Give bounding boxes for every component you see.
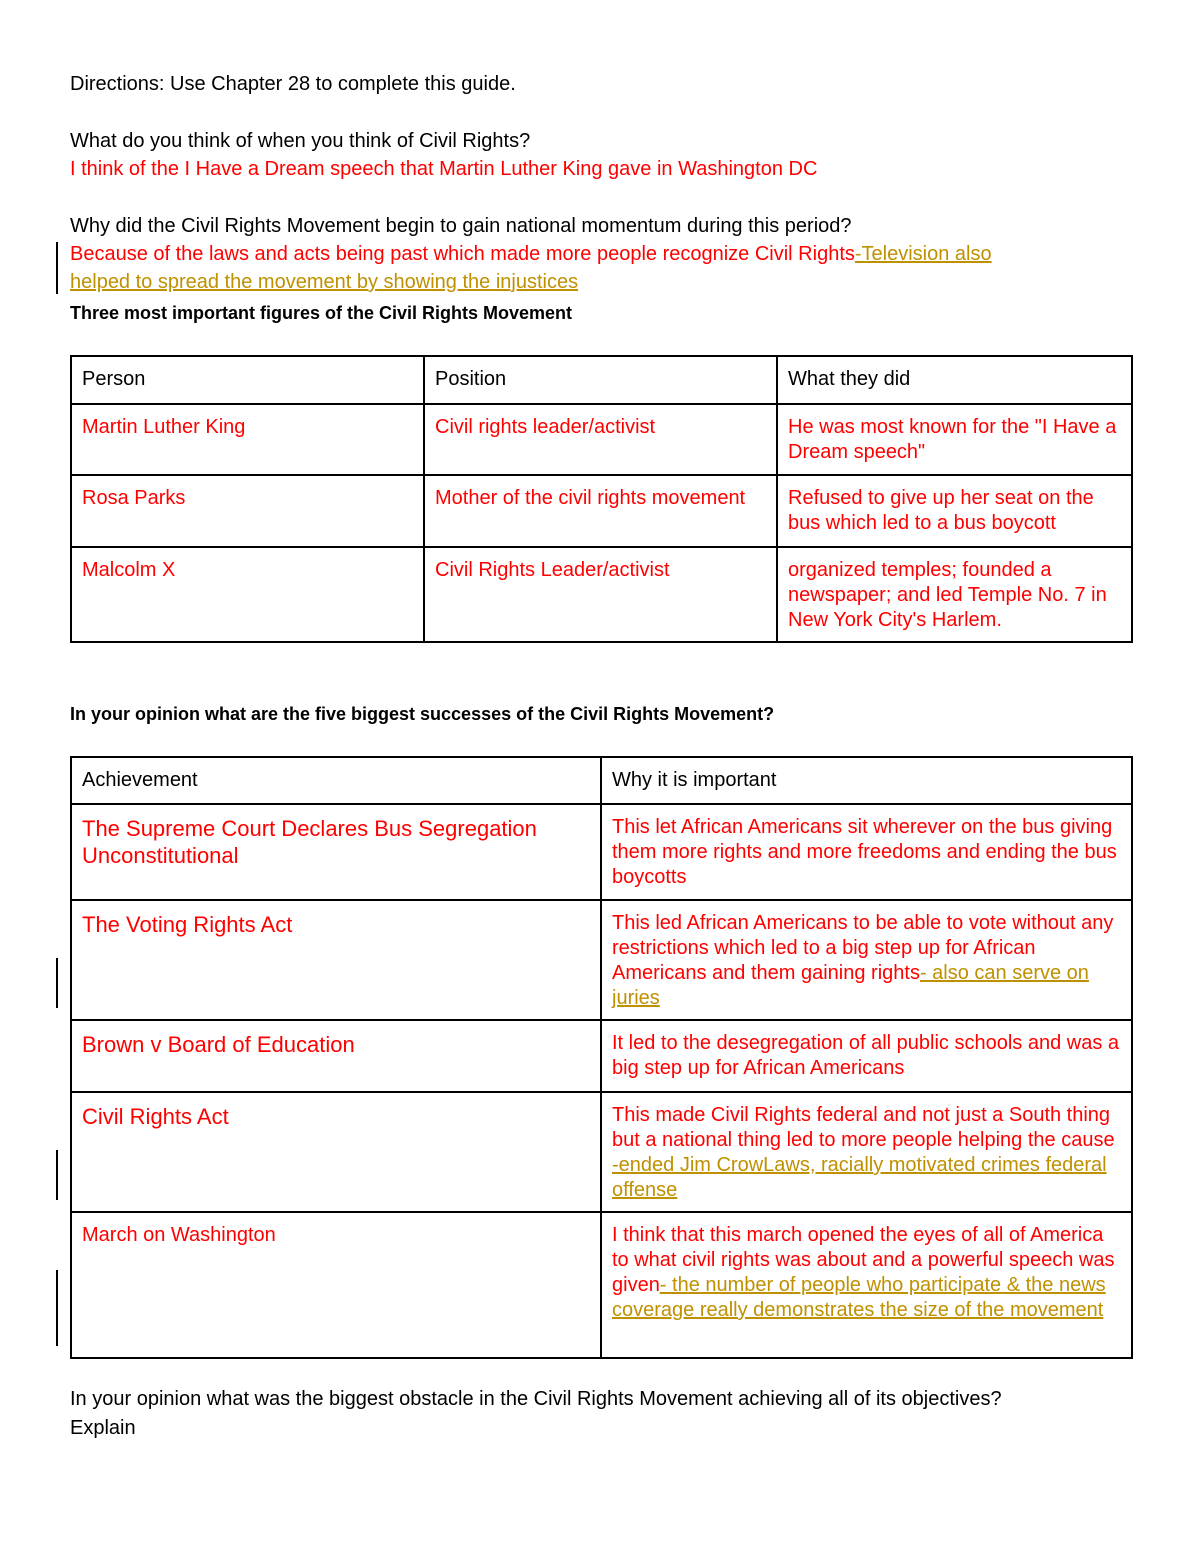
table-row bbox=[71, 1212, 1132, 1358]
q2-answer-line1[interactable] bbox=[70, 240, 992, 268]
why-text: It led to the desegregation of all public schools and was a big step up for African Americans bbox=[612, 1032, 1119, 1079]
did-cell[interactable]: He was most known for the "I Have a Dream speech" bbox=[777, 404, 1132, 475]
q2-answer-line2[interactable] bbox=[70, 268, 578, 296]
q2-suggestion-part2[interactable]: helped to spread the movement by showing the injustices bbox=[70, 271, 579, 293]
q3-question-line2: Explain bbox=[70, 1417, 136, 1439]
table-row bbox=[71, 1020, 1132, 1092]
table-row bbox=[71, 900, 1132, 1020]
position-cell[interactable]: Civil rights leader/activist bbox=[424, 404, 777, 475]
change-bar bbox=[56, 1150, 58, 1200]
change-bar bbox=[56, 1270, 58, 1346]
person-cell[interactable]: Martin Luther King bbox=[71, 404, 424, 475]
achievement-cell[interactable]: March on Washington bbox=[71, 1212, 601, 1358]
q1-answer[interactable]: I think of the I Have a Dream speech that Martin Luther King gave in Washington DC bbox=[70, 158, 818, 180]
did-cell[interactable]: organized temples; founded a newspaper; and led Temple No. 7 in New York City's Harlem. bbox=[777, 547, 1132, 642]
table-header-row bbox=[71, 757, 1132, 804]
why-cell[interactable] bbox=[601, 1020, 1132, 1092]
person-cell[interactable]: Rosa Parks bbox=[71, 475, 424, 547]
person-cell[interactable]: Malcolm X bbox=[71, 547, 424, 642]
change-bar bbox=[56, 958, 58, 1008]
suggestion-text[interactable]: - the number of people who participate & the news coverage really demonstrates the size of the movement bbox=[612, 1274, 1106, 1321]
header-position: Position bbox=[424, 356, 777, 404]
table-row bbox=[71, 1092, 1132, 1212]
change-bar bbox=[56, 242, 58, 294]
why-cell[interactable] bbox=[601, 900, 1132, 1020]
why-cell[interactable] bbox=[601, 1212, 1132, 1358]
achievement-cell[interactable]: The Voting Rights Act bbox=[71, 900, 601, 1020]
table-row bbox=[71, 404, 1132, 475]
figures-heading: Three most important figures of the Civil Rights Movement bbox=[70, 303, 573, 323]
why-cell[interactable] bbox=[601, 804, 1132, 900]
table-row bbox=[71, 804, 1132, 900]
why-text: This made Civil Rights federal and not just a South thing but a national thing led to more people helping the cause bbox=[612, 1104, 1115, 1151]
header-what-they-did: What they did bbox=[777, 356, 1132, 404]
did-cell[interactable]: Refused to give up her seat on the bus which led to a bus boycott bbox=[777, 475, 1132, 547]
achievement-cell[interactable]: Civil Rights Act bbox=[71, 1092, 601, 1212]
suggestion-text[interactable]: - also can serve on juries bbox=[612, 962, 1089, 1009]
achievement-cell[interactable]: The Supreme Court Declares Bus Segregation Unconstitutional bbox=[71, 804, 601, 900]
position-cell[interactable]: Civil Rights Leader/activist bbox=[424, 547, 777, 642]
successes-table bbox=[70, 756, 1133, 1359]
directions: Directions: Use Chapter 28 to complete this guide. bbox=[70, 73, 516, 95]
header-why-important: Why it is important bbox=[601, 757, 1132, 804]
q2-suggestion-part1[interactable]: -Television also bbox=[854, 243, 992, 265]
why-text: This led African Americans to be able to vote without any restrictions which led to a big step up for African Americans and them gaining rights bbox=[612, 912, 1114, 984]
q2-question: Why did the Civil Rights Movement begin to gain national momentum during this period? bbox=[70, 215, 852, 237]
header-person: Person bbox=[71, 356, 424, 404]
figures-table bbox=[70, 355, 1133, 643]
successes-heading: In your opinion what are the five biggest successes of the Civil Rights Movement? bbox=[70, 704, 775, 724]
why-text: I think that this march opened the eyes of all of America to what civil rights was about and a powerful speech was given bbox=[612, 1224, 1115, 1296]
q2-answer: Because of the laws and acts being past which made more people recognize Civil Rights bbox=[70, 243, 855, 265]
q3-question-line1: In your opinion what was the biggest obstacle in the Civil Rights Movement achieving all of its objectives? bbox=[70, 1388, 1002, 1410]
table-row bbox=[71, 547, 1132, 642]
position-cell[interactable]: Mother of the civil rights movement bbox=[424, 475, 777, 547]
table-header-row bbox=[71, 356, 1132, 404]
q1-question: What do you think of when you think of Civil Rights? bbox=[70, 130, 531, 152]
why-cell[interactable] bbox=[601, 1092, 1132, 1212]
suggestion-text[interactable]: -ended Jim CrowLaws, racially motivated crimes federal offense bbox=[612, 1154, 1107, 1201]
table-row bbox=[71, 475, 1132, 547]
header-achievement: Achievement bbox=[71, 757, 601, 804]
achievement-cell[interactable]: Brown v Board of Education bbox=[71, 1020, 601, 1092]
why-text: This let African Americans sit wherever on the bus giving them more rights and more freedoms and ending the bus boycotts bbox=[612, 816, 1117, 888]
